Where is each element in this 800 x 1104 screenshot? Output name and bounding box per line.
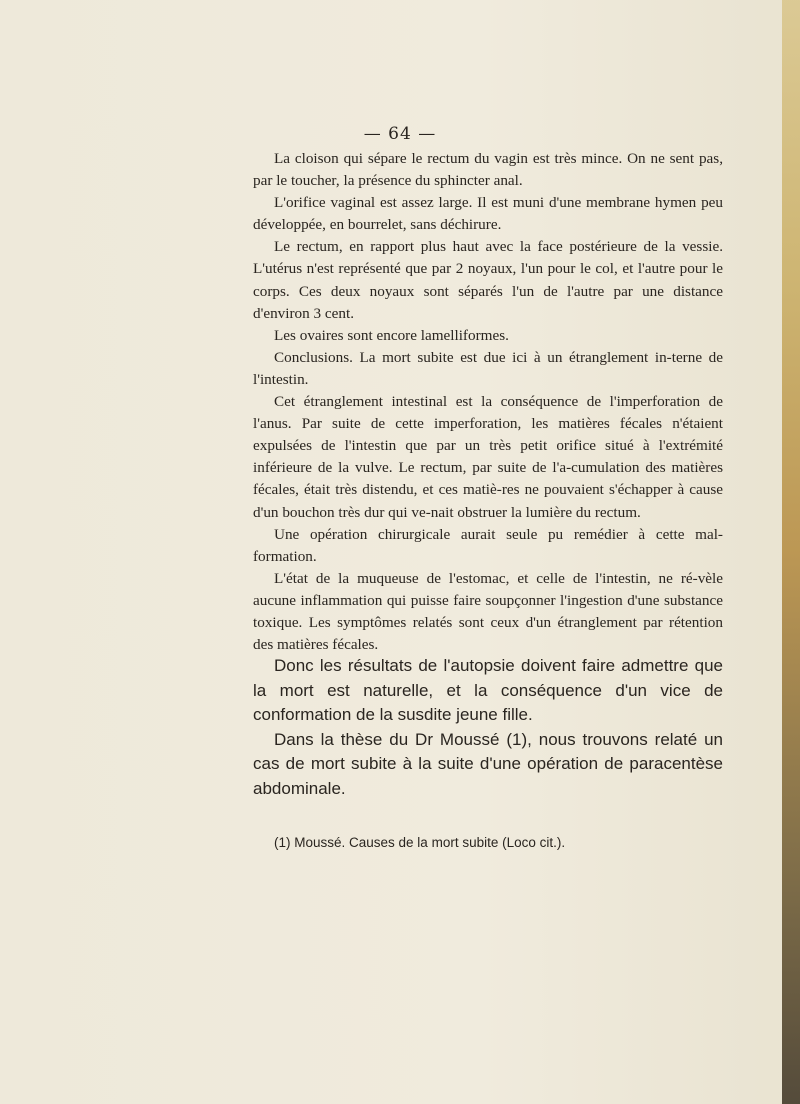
paragraph: La cloison qui sépare le rectum du vagin est très mince. On ne sent pas, par le toucher, la présence du sphincter anal.: [253, 150, 723, 190]
paragraph: Donc les résultats de l'autopsie doivent faire admettre que la mort est naturelle, et la conséquence d'un vice de conformation de la susdite jeune fille.: [253, 656, 723, 724]
paragraph: Dans la thèse du Dr Moussé (1), nous trouvons relaté un cas de mort subite à la suite d'une opération de paracentèse abdominale.: [253, 729, 723, 798]
paragraph: Les ovaires sont encore lamelliformes.: [274, 326, 509, 344]
paragraph: Le rectum, en rapport plus haut avec la face postérieure de la vessie. L'utérus n'est représenté que par 2 noyaux, l'un pour le col, et l'autre pour le corps. Ces deux noyaux sont séparés l'un de l'autre par une distance d'environ 3 cent.: [253, 238, 723, 322]
body-text: [253, 148, 723, 656]
paragraph: L'état de la muqueuse de l'estomac, et celle de l'intestin, ne ré-vèle aucune inflammation qui puisse faire soupçonner l'ingestion d'une substance toxique. Les symptômes relatés sont ceux d'un étranglement par rétention des matières fécales.: [253, 569, 723, 654]
paragraph: Conclusions. La mort subite est due ici à un étranglement in-terne de l'intestin.: [253, 348, 723, 388]
paragraph: L'orifice vaginal est assez large. Il est muni d'une membrane hymen peu développée, en bourrelet, sans déchirure.: [253, 194, 723, 234]
footnote: (1) Moussé. Causes de la mort subite (Loco cit.).: [274, 835, 566, 850]
paragraph: Cet étranglement intestinal est la conséquence de l'imperforation de l'anus. Par suite de cette imperforation, les matières fécales n'étaient expulsées de l'intestin que par un très petit orifice situé à l'extrémité inférieure de la vulve. Le rectum, par suite de l'a-cumulation des matières fécales, était très distendu, et ces matiè-res ne pouvaient s'échapper à cause d'un bouchon très dur qui ve-nait obstruer la lumière du rectum.: [253, 393, 723, 521]
page-number: — 64 —: [363, 124, 437, 144]
paragraph: Une opération chirurgicale aurait seule pu remédier à cette mal-formation.: [253, 525, 723, 565]
page-edge-shadow: [782, 0, 800, 1104]
conclusion-text: [253, 654, 723, 801]
